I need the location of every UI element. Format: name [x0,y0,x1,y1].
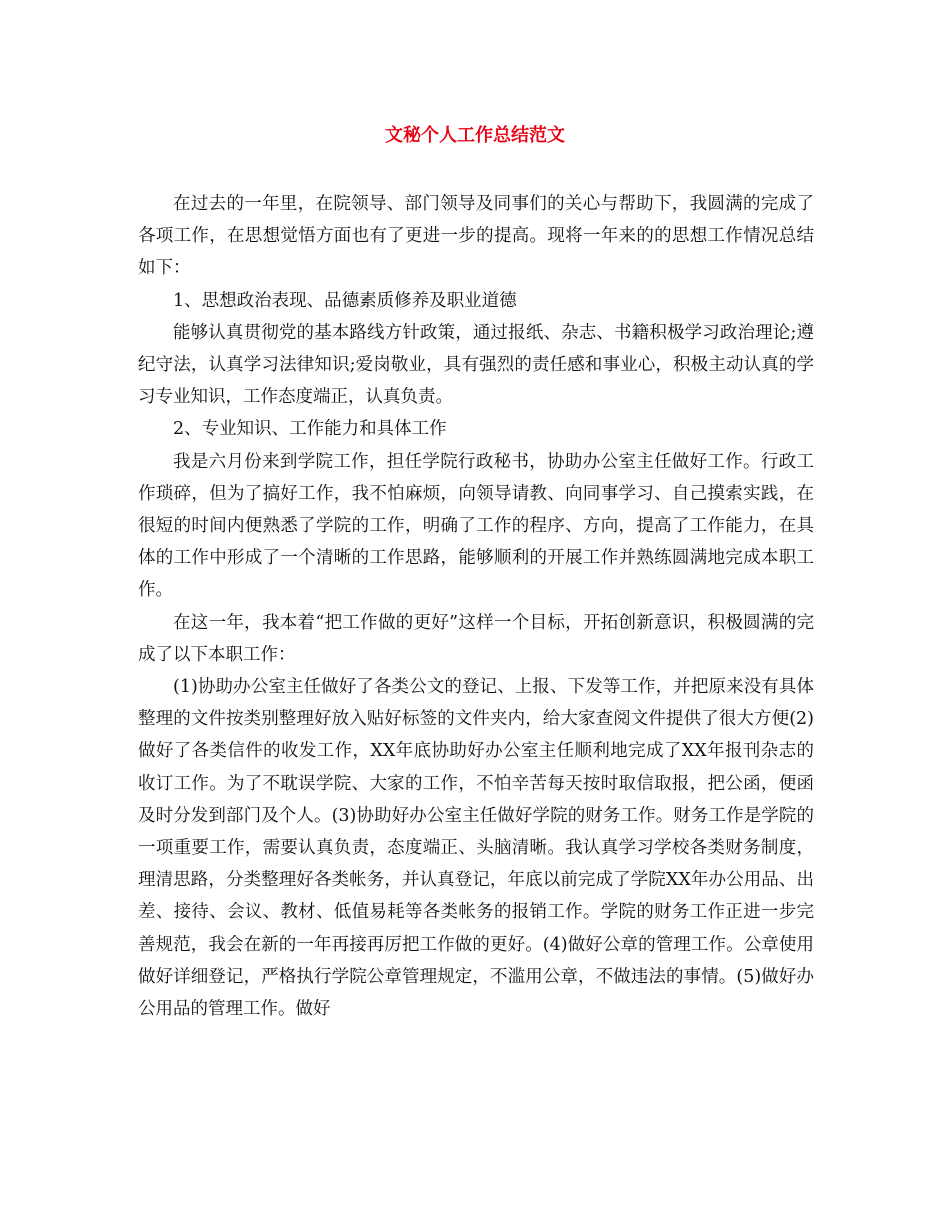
section-1-paragraph: 能够认真贯彻党的基本路线方针政策，通过报纸、杂志、书籍积极学习政治理论;遵纪守法，认真学习法律知识;爱岗敬业，具有强烈的责任感和事业心，积极主动认真的学习专业知识，工作态度端正，认真负责。 [138,322,814,408]
section-heading-1: 1、思想政治表现、品德素质修养及职业道德 [173,290,517,311]
section-2-paragraph: 我是六月份来到学院工作，担任学院行政秘书，协助办公室主任做好工作。行政工作琐碎，但为了搞好工作，我不怕麻烦，向领导请教、向同事学习、自己摸索实践，在很短的时间内便熟悉了学院的工作，明确了工作的程序、方向，提高了工作能力，在具体的工作中形成了一个清晰的工作思路，能够顺利的开展工作并熟练圆满地完成本职工作。 [138,451,814,601]
duties-paragraph: (1)协助办公室主任做好了各类公文的登记、上报、下发等工作，并把原来没有具体整理的文件按类别整理好放入贴好标签的文件夹内，给大家查阅文件提供了很大方便(2)做好了各类信件的收发工作，XX年底协助好办公室主任顺利地完成了XX年报刊杂志的收订工作。为了不耽误学院、大家的工作，不怕辛苦每天按时取信取报，把公函，便函及时分发到部门及个人。(3)协助好办公室主任做好学院的财务工作。财务工作是学院的一项重要工作，需要认真负责，态度端正、头脑清晰。我认真学习学校各类财务制度，理清思路，分类整理好各类帐务，并认真登记，年底以前完成了学院XX年办公用品、出差、接待、会议、教材、低值易耗等各类帐务的报销工作。学院的财务工作正进一步完善规范，我会在新的一年再接再厉把工作做的更好。(4)做好公章的管理工作。公章使用做好详细登记，严格执行学院公章管理规定，不滥用公章，不做违法的事情。(5)做好办公用品的管理工作。做好 [138,677,814,1020]
intro-paragraph: 在过去的一年里，在院领导、部门领导及同事们的关心与帮助下，我圆满的完成了各项工作，在思想觉悟方面也有了更进一步的提高。现将一年来的的思想工作情况总结如下： [138,194,814,279]
document-body [138,188,814,1025]
section-heading-2: 2、专业知识、工作能力和具体工作 [173,419,447,440]
document-title: 文秘个人工作总结范文 [385,125,565,146]
goal-paragraph: 在这一年，我本着“把工作做的更好”这样一个目标，开拓创新意识，积极圆满的完成了以下本职工作： [138,612,814,665]
